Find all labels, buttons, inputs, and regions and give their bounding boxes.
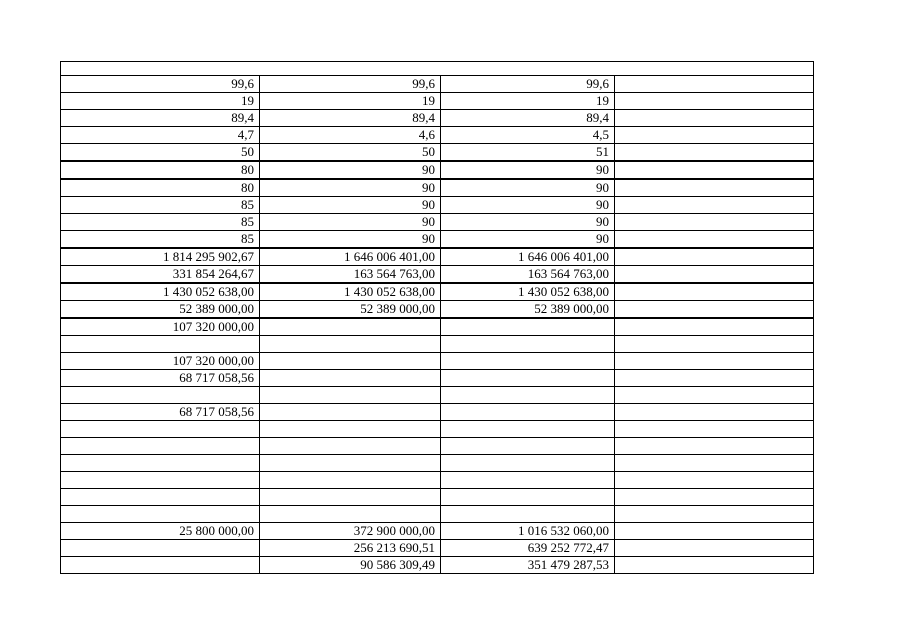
table-row [61, 438, 814, 455]
table-cell [260, 421, 441, 438]
table-cell [441, 489, 615, 506]
table-cell: 90 [441, 231, 615, 249]
table-cell [615, 523, 814, 540]
table-cell [260, 370, 441, 387]
table-cell: 90 [441, 214, 615, 231]
table-cell: 52 389 000,00 [441, 301, 615, 319]
table-cell: 90 [441, 197, 615, 214]
table-cell [441, 506, 615, 523]
table-row [61, 127, 814, 144]
table-row [61, 283, 814, 301]
table-cell: 90 [441, 161, 615, 179]
table-cell [615, 540, 814, 557]
table-cell: 90 [260, 214, 441, 231]
table-cell [615, 179, 814, 197]
table-cell: 51 [441, 144, 615, 162]
header-cell [61, 62, 814, 76]
table-cell: 25 800 000,00 [61, 523, 260, 540]
table-cell: 1 430 052 638,00 [260, 283, 441, 301]
table-cell [615, 197, 814, 214]
table-cell [615, 336, 814, 353]
table-row [61, 404, 814, 421]
table-cell [441, 421, 615, 438]
table-cell [615, 231, 814, 249]
table-row [61, 197, 814, 214]
table-cell [260, 438, 441, 455]
table-row [61, 266, 814, 284]
table-row [61, 540, 814, 557]
table-row [61, 353, 814, 370]
table-cell [615, 370, 814, 387]
table-cell: 1 646 006 401,00 [260, 248, 441, 266]
table-cell [260, 353, 441, 370]
table-row [61, 161, 814, 179]
table-cell [441, 455, 615, 472]
table-cell [61, 472, 260, 489]
table-row [61, 214, 814, 231]
table-cell [615, 301, 814, 319]
table-cell [441, 353, 615, 370]
table-cell [61, 455, 260, 472]
table-cell [615, 110, 814, 127]
table-cell [615, 214, 814, 231]
table-row [61, 248, 814, 266]
table-header-row [61, 62, 814, 76]
table-cell [615, 318, 814, 336]
table-cell: 4,5 [441, 127, 615, 144]
table-cell [441, 404, 615, 421]
data-table [60, 61, 814, 574]
table-cell: 89,4 [61, 110, 260, 127]
table-row [61, 421, 814, 438]
table-cell [260, 455, 441, 472]
table-cell: 90 [260, 161, 441, 179]
table-row [61, 231, 814, 249]
table-cell [61, 540, 260, 557]
table-cell [61, 489, 260, 506]
table-cell: 372 900 000,00 [260, 523, 441, 540]
table-cell [61, 336, 260, 353]
table-cell [615, 127, 814, 144]
table-cell [615, 76, 814, 93]
table-cell: 1 016 532 060,00 [441, 523, 615, 540]
table-row [61, 455, 814, 472]
table-cell [441, 370, 615, 387]
table-cell [61, 421, 260, 438]
table-cell [615, 455, 814, 472]
table-cell [615, 248, 814, 266]
table-row [61, 336, 814, 353]
table-cell: 90 [260, 179, 441, 197]
table-cell [61, 387, 260, 404]
table-cell: 4,7 [61, 127, 260, 144]
table-cell: 99,6 [61, 76, 260, 93]
table-row [61, 472, 814, 489]
table-row [61, 318, 814, 336]
table-cell [615, 283, 814, 301]
table-cell: 52 389 000,00 [61, 301, 260, 319]
table-cell [615, 557, 814, 574]
table-cell: 52 389 000,00 [260, 301, 441, 319]
table-cell [61, 506, 260, 523]
table-cell: 107 320 000,00 [61, 318, 260, 336]
table-row [61, 387, 814, 404]
table-cell: 50 [260, 144, 441, 162]
table-cell: 1 814 295 902,67 [61, 248, 260, 266]
table-row [61, 93, 814, 110]
table-cell: 163 564 763,00 [441, 266, 615, 284]
table-cell [615, 387, 814, 404]
table-cell [615, 438, 814, 455]
table-cell: 85 [61, 214, 260, 231]
table-cell: 90 586 309,49 [260, 557, 441, 574]
table-cell [260, 318, 441, 336]
table-cell [615, 489, 814, 506]
table-cell [61, 438, 260, 455]
table-cell: 256 213 690,51 [260, 540, 441, 557]
table-cell: 85 [61, 231, 260, 249]
table-cell [615, 93, 814, 110]
table-cell: 90 [260, 231, 441, 249]
table-cell [615, 266, 814, 284]
table-row [61, 370, 814, 387]
table-row [61, 523, 814, 540]
table-body [61, 62, 814, 574]
table-cell: 68 717 058,56 [61, 404, 260, 421]
table-cell: 163 564 763,00 [260, 266, 441, 284]
table-cell: 68 717 058,56 [61, 370, 260, 387]
table-cell: 90 [441, 179, 615, 197]
table-cell [615, 161, 814, 179]
table-cell: 639 252 772,47 [441, 540, 615, 557]
table-cell: 85 [61, 197, 260, 214]
table-row [61, 489, 814, 506]
table-cell [260, 336, 441, 353]
table-cell [615, 404, 814, 421]
table-row [61, 144, 814, 162]
table-cell: 107 320 000,00 [61, 353, 260, 370]
table-row [61, 506, 814, 523]
table-cell: 99,6 [260, 76, 441, 93]
table-row [61, 301, 814, 319]
table-cell [615, 353, 814, 370]
table-cell [61, 557, 260, 574]
table-cell: 4,6 [260, 127, 441, 144]
table-cell [260, 506, 441, 523]
table-cell [615, 421, 814, 438]
table-cell: 19 [61, 93, 260, 110]
table-row [61, 557, 814, 574]
table-cell: 89,4 [441, 110, 615, 127]
table-cell: 80 [61, 179, 260, 197]
table-cell [615, 506, 814, 523]
table-row [61, 76, 814, 93]
table-cell: 1 430 052 638,00 [441, 283, 615, 301]
table-cell: 19 [260, 93, 441, 110]
table-cell: 331 854 264,67 [61, 266, 260, 284]
table-cell [441, 438, 615, 455]
table-cell [615, 144, 814, 162]
table-cell: 80 [61, 161, 260, 179]
table-cell [260, 472, 441, 489]
table-cell [260, 489, 441, 506]
table-cell: 19 [441, 93, 615, 110]
table-cell: 1 430 052 638,00 [61, 283, 260, 301]
table-cell [441, 318, 615, 336]
table-cell [441, 387, 615, 404]
table-cell: 99,6 [441, 76, 615, 93]
table-row [61, 110, 814, 127]
table-cell: 90 [260, 197, 441, 214]
table-cell [441, 336, 615, 353]
table-cell: 351 479 287,53 [441, 557, 615, 574]
table-cell: 1 646 006 401,00 [441, 248, 615, 266]
table-cell [260, 387, 441, 404]
table-cell [260, 404, 441, 421]
table-row [61, 179, 814, 197]
table-cell [441, 472, 615, 489]
table-cell: 89,4 [260, 110, 441, 127]
table-cell: 50 [61, 144, 260, 162]
table-cell [615, 472, 814, 489]
